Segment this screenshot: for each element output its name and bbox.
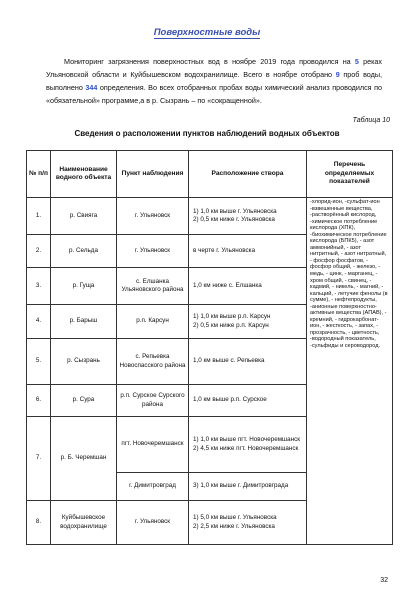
table-row: 8. Куйбышевское водохранилище г. Ульяновск 1) 5,0 км выше г. Ульяновска 2) 2,5 км ниже г. Ульяновска <box>27 501 393 545</box>
page-number: 32 <box>380 577 388 584</box>
intro-paragraph: Мониторинг загрязнения поверхностных вод в ноябре 2019 года проводился на 5 реках Ульяновской области и Куйбышевском водохранилище. Всего в ноябре отобрано 9 проб воды, выполнено 344 определения. Во всех отобранных пробах воды химический анализ проводился по «обязательной» программе,а в р. Сызрань – по «сокращенной». <box>46 57 383 105</box>
column-header: Расположение створа <box>189 151 307 198</box>
table-row: 7. р. Б. Черемшан пгт. Новочеремшанск 1) 1,0 км выше пгт. Новочеремшанск 2) 4,5 км ниже пгт. Новочеремшанск <box>27 417 393 473</box>
table-number: Таблица 10 <box>352 117 390 124</box>
section-heading: Поверхностные воды <box>153 27 261 38</box>
table-row: 6. р. Сура р.п. Сурское Сурского района 1,0 км выше р.п. Сурское <box>27 385 393 417</box>
table-row: 2. р. Сельда г. Ульяновск в черте г. Ульяновска <box>27 235 393 268</box>
observation-points-table <box>26 150 393 545</box>
column-header: № п/п <box>27 151 51 198</box>
rivers-count: 5 <box>354 57 359 66</box>
parameters-list: -хлорид-ион, -сульфат-ион -взвешенные вещества, -растворённый кислород, -химическое потребление кислорода (ХПК), -биохимическое потребление кислорода (БПК5), - азот аммонийный, - азот нитритный, - азот нитратный, - фосфор фосфатов, - фосфор общий, - железо, - медь, - цинк, - марганец, - хром общий, - свинец, - кадмий, - никель, - магний, - кальций, - летучие фенолы (в сумме), - нефтепродукты, -анионные поверхностно-активные вещества (АПАВ), - кремний, - гидрокарбонат-ион, - жесткость, - запах, - прозрачность, - цветность, -водородный показатель, -сульфиды и сероводород. <box>307 198 393 545</box>
column-header: Перечень определяемых показателей <box>307 151 393 198</box>
table-row: 1. р. Свияга г. Ульяновск 1) 1,0 км выше г. Ульяновска 2) 0,5 км ниже г. Ульяновска -хлорид-ион, -сульфат-ион -взвешенные вещества, -растворённый кислород, -химическое потребление кислорода (ХПК), -биохимическое потребление кислорода (БПК5), - азот аммонийный, - азот нитритный, - азот нитратный, - фосфор фосфатов, - фосфор общий, - железо, - медь, - цинк, - марганец, - хром общий, - свинец, - кадмий, - никель, - магний, - кальций, - летучие фенолы (в сумме), - нефтепродукты, -анионные поверхностно-активные вещества (АПАВ), - кремний, - гидрокарбонат-ион, - жесткость, - запах, - прозрачность, - цветность, -водородный показатель, -сульфиды и сероводород. <box>27 198 393 235</box>
column-header: Наименование водного объекта <box>51 151 117 198</box>
table-caption: Сведения о расположении пунктов наблюдений водных объектов <box>74 129 340 138</box>
table-row: 3. р. Гуща с. Елшанка Ульяновского района 1,0 км ниже с. Елшанка <box>27 268 393 305</box>
samples-count: 9 <box>335 70 340 79</box>
column-header: Пункт наблюдения <box>117 151 189 198</box>
determinations-count: 344 <box>85 83 98 92</box>
table-row: 4. р. Барыш р.п. Карсун 1) 1,0 км выше р.п. Карсун 2) 0,5 км ниже р.п. Карсун <box>27 305 393 339</box>
table-row: 5. р. Сызрань с. Репьевка Новоспасского района 1,0 км выше с. Репьевка <box>27 339 393 385</box>
table-row: г. Димитровград 3) 1,0 км выше г. Димитровграда <box>27 473 393 501</box>
